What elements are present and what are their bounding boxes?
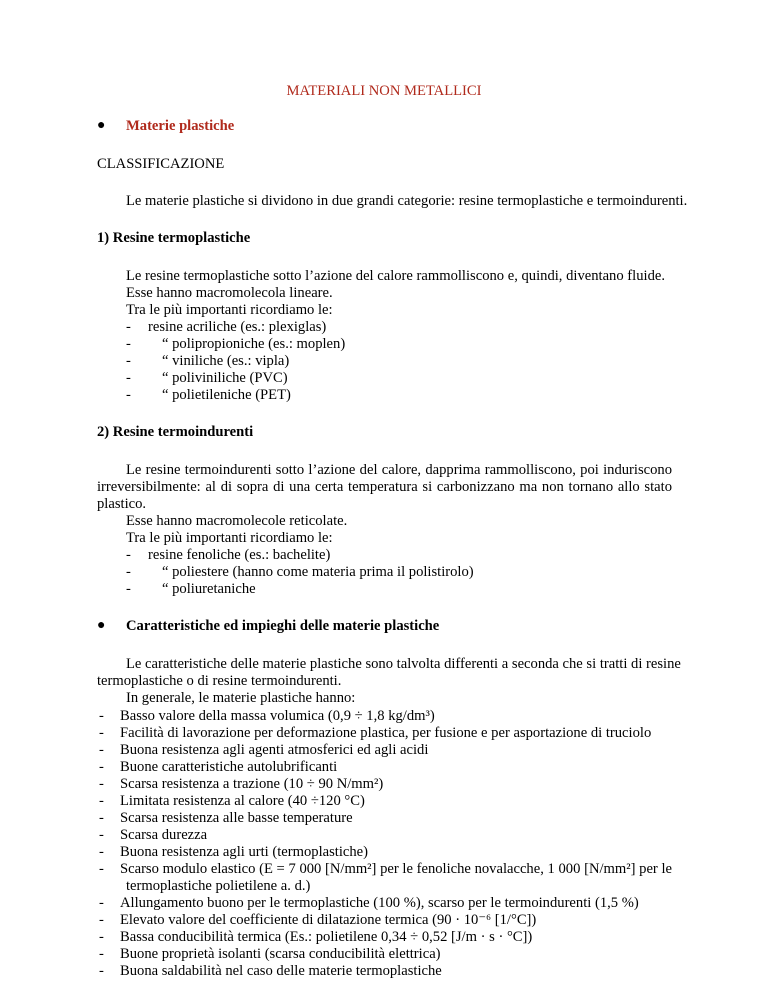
part2-paragraph-line: irreversibilmente: al di sopra di una certa temperatura si carbonizzano ma non tornano allo stato bbox=[97, 479, 672, 495]
property-item: Buona resistenza agli urti (termoplastiche) bbox=[120, 844, 369, 860]
list-item: “ poliestere (hanno come materia prima il polistirolo) bbox=[162, 564, 474, 580]
dash-marker: - bbox=[99, 946, 104, 962]
dash-marker: - bbox=[99, 895, 104, 911]
section2-lead: In generale, le materie plastiche hanno: bbox=[126, 690, 356, 706]
property-item: Scarsa durezza bbox=[120, 827, 208, 843]
dash-marker: - bbox=[126, 319, 131, 335]
dash-marker: - bbox=[99, 844, 104, 860]
part2-line: Esse hanno macromolecole reticolate. bbox=[126, 513, 348, 529]
list-item: “ poliuretaniche bbox=[162, 581, 256, 597]
dash-marker: - bbox=[99, 793, 104, 809]
dash-marker: - bbox=[99, 929, 104, 945]
dash-marker: - bbox=[126, 581, 131, 597]
page-title: MATERIALI NON METALLICI bbox=[286, 83, 482, 99]
intro-paragraph: Le materie plastiche si dividono in due grandi categorie: resine termoplastiche e termoindurenti. bbox=[126, 193, 688, 209]
section-heading-caratteristiche: Caratteristiche ed impieghi delle materie plastiche bbox=[126, 618, 440, 634]
property-item: Buone proprietà isolanti (scarsa conducibilità elettrica) bbox=[120, 946, 441, 962]
property-item: Buona resistenza agli agenti atmosferici ed agli acidi bbox=[120, 742, 429, 758]
dash-marker: - bbox=[99, 827, 104, 843]
property-item: Scarsa resistenza a trazione (10 ÷ 90 N/mm²) bbox=[120, 776, 384, 792]
part2-paragraph-line: Le resine termoindurenti sotto l’azione del calore, dapprima rammolliscono, poi induriscono bbox=[126, 462, 672, 478]
property-item: Basso valore della massa volumica (0,9 ÷ 1,8 kg/dm³) bbox=[120, 708, 435, 724]
dash-marker: - bbox=[99, 810, 104, 826]
dash-marker: - bbox=[126, 336, 131, 352]
property-item-continuation: termoplastiche polietilene a. d.) bbox=[126, 878, 311, 894]
part1-line: Tra le più importanti ricordiamo le: bbox=[126, 302, 333, 318]
dash-marker: - bbox=[126, 387, 131, 403]
dash-marker: - bbox=[99, 963, 104, 979]
property-item: Bassa conducibilità termica (Es.: polietilene 0,34 ÷ 0,52 [J/m · s · °C]) bbox=[120, 929, 533, 945]
bullet-icon: ● bbox=[97, 118, 106, 133]
dash-marker: - bbox=[99, 861, 104, 877]
part1-line: Le resine termoplastiche sotto l’azione del calore rammolliscono e, quindi, diventano fluide. bbox=[126, 268, 665, 284]
dash-marker: - bbox=[126, 370, 131, 386]
dash-marker: - bbox=[99, 912, 104, 928]
property-item: Scarso modulo elastico (E = 7 000 [N/mm²] per le fenoliche novalacche, 1 000 [N/mm²] per le bbox=[120, 861, 672, 877]
section-heading-materie-plastiche: Materie plastiche bbox=[126, 118, 235, 134]
bullet-icon: ● bbox=[97, 618, 106, 633]
part2-paragraph-line: plastico. bbox=[97, 496, 147, 512]
part1-line: Esse hanno macromolecola lineare. bbox=[126, 285, 333, 301]
part2-heading: 2) Resine termoindurenti bbox=[97, 424, 254, 440]
subheading-classificazione: CLASSIFICAZIONE bbox=[97, 156, 225, 172]
property-item: Scarsa resistenza alle basse temperature bbox=[120, 810, 353, 826]
list-item: resine fenoliche (es.: bachelite) bbox=[148, 547, 331, 563]
dash-marker: - bbox=[99, 776, 104, 792]
dash-marker: - bbox=[126, 564, 131, 580]
dash-marker: - bbox=[126, 547, 131, 563]
part2-line: Tra le più importanti ricordiamo le: bbox=[126, 530, 333, 546]
property-item: Elevato valore del coefficiente di dilatazione termica (90 · 10⁻⁶ [1/°C]) bbox=[120, 912, 537, 928]
property-item: Limitata resistenza al calore (40 ÷120 °C) bbox=[120, 793, 365, 809]
list-item: “ viniliche (es.: vipla) bbox=[162, 353, 290, 369]
property-item: Allungamento buono per le termoplastiche (100 %), scarso per le termoindurenti (1,5 %) bbox=[120, 895, 639, 911]
list-item: “ poliviniliche (PVC) bbox=[162, 370, 288, 386]
part1-heading: 1) Resine termoplastiche bbox=[97, 230, 251, 246]
list-item: “ polipropioniche (es.: moplen) bbox=[162, 336, 346, 352]
dash-marker: - bbox=[126, 353, 131, 369]
dash-marker: - bbox=[99, 708, 104, 724]
property-item: Buone caratteristiche autolubrificanti bbox=[120, 759, 338, 775]
dash-marker: - bbox=[99, 759, 104, 775]
dash-marker: - bbox=[99, 742, 104, 758]
list-item: “ polietileniche (PET) bbox=[162, 387, 291, 403]
section2-paragraph-line: termoplastiche o di resine termoindurenti. bbox=[97, 673, 342, 689]
property-item: Buona saldabilità nel caso delle materie termoplastiche bbox=[120, 963, 442, 979]
dash-marker: - bbox=[99, 725, 104, 741]
property-item: Facilità di lavorazione per deformazione plastica, per fusione e per asportazione di truciolo bbox=[120, 725, 652, 741]
section2-paragraph-line: Le caratteristiche delle materie plastiche sono talvolta differenti a seconda che si tratti di resine bbox=[126, 656, 681, 672]
list-item: resine acriliche (es.: plexiglas) bbox=[148, 319, 327, 335]
